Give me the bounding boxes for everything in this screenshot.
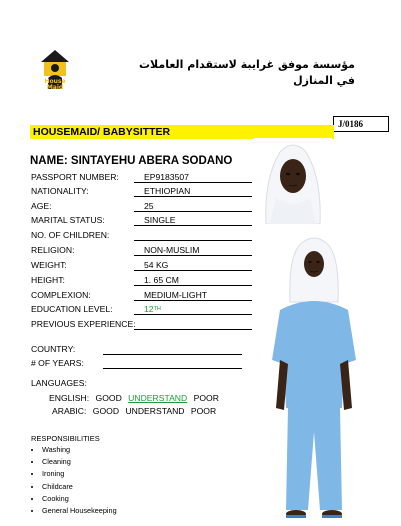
complexion-row xyxy=(31,290,208,301)
responsibility-item: • Cooking xyxy=(42,493,117,505)
candidate-name xyxy=(30,155,232,167)
arabic-poor: POOR xyxy=(190,406,217,416)
years-label: # OF YEARS: xyxy=(31,358,84,368)
education-suffix: TH xyxy=(153,306,161,312)
arabic-good: GOOD xyxy=(92,406,120,416)
passport-value: EP9183507 xyxy=(134,172,252,183)
arabic-language-row xyxy=(52,406,220,416)
height-value: 1. 65 CM xyxy=(134,275,252,286)
english-poor: POOR xyxy=(193,393,219,403)
years-row xyxy=(31,358,84,369)
responsibility-item: • General Housekeeping xyxy=(42,505,117,517)
weight-row xyxy=(31,260,169,271)
passport-row xyxy=(31,172,189,183)
previous-experience-label: PREVIOUS EXPERIENCE: xyxy=(31,319,136,329)
name-value: : SINTAYEHU ABERA SODANO xyxy=(63,155,233,167)
responsibilities-list xyxy=(30,444,117,517)
reference-code: J/0186 xyxy=(333,116,389,132)
age-label: AGE: xyxy=(31,201,52,211)
country-value xyxy=(103,344,242,355)
agency-name-arabic-line1: مؤسسة موفق غرايبة لاستقدام العاملات xyxy=(138,58,355,71)
responsibility-item: • Childcare xyxy=(42,481,117,493)
complexion-label: COMPLEXION: xyxy=(31,290,91,300)
responsibility-item: • Cleaning xyxy=(42,456,117,468)
height-row xyxy=(31,275,179,286)
children-label: NO. OF CHILDREN: xyxy=(31,230,110,240)
arabic-label: ARABIC: xyxy=(52,406,87,416)
education-number: 12 xyxy=(144,304,154,314)
previous-experience-row xyxy=(31,319,136,330)
position-title: HOUSEMAID/ BABYSITTER xyxy=(30,125,334,139)
logo-text-house: House xyxy=(44,78,66,85)
responsibilities-title: RESPONSIBILITIES xyxy=(31,434,100,443)
weight-label: WEIGHT: xyxy=(31,260,67,270)
arabic-understand: UNDERSTAND xyxy=(125,406,185,416)
marital-row xyxy=(31,215,176,226)
country-label: COUNTRY: xyxy=(31,344,76,354)
religion-row xyxy=(31,245,200,256)
nationality-row xyxy=(31,186,191,197)
years-value xyxy=(103,358,242,369)
english-good: GOOD xyxy=(95,393,122,403)
weight-value: 54 KG xyxy=(134,260,252,271)
english-label: ENGLISH: xyxy=(49,393,90,403)
religion-label: RELIGION: xyxy=(31,245,75,255)
nationality-label: NATIONALITY: xyxy=(31,186,89,196)
full-body-photo xyxy=(258,232,368,526)
height-label: HEIGHT: xyxy=(31,275,65,285)
marital-label: MARITAL STATUS: xyxy=(31,215,105,225)
education-label: EDUCATION LEVEL: xyxy=(31,304,113,314)
education-value xyxy=(134,304,252,315)
agency-logo xyxy=(38,48,72,90)
responsibility-item: • Washing xyxy=(42,444,117,456)
passport-label: PASSPORT NUMBER: xyxy=(31,172,119,182)
responsibility-item: • Ironing xyxy=(42,468,117,480)
education-row xyxy=(31,304,161,315)
children-value xyxy=(134,230,252,241)
nationality-value: ETHIOPIAN xyxy=(134,186,252,197)
english-understand-selected: UNDERSTAND xyxy=(128,393,188,403)
name-label: NAME xyxy=(30,155,64,167)
agency-name-arabic-line2: في المنازل xyxy=(293,74,355,87)
children-row xyxy=(31,230,109,241)
country-row xyxy=(31,344,75,355)
age-value: 25 xyxy=(134,201,252,212)
languages-label: LANGUAGES: xyxy=(31,378,87,388)
previous-experience-value xyxy=(134,319,252,330)
english-language-row xyxy=(49,393,223,403)
complexion-value: MEDIUM-LIGHT xyxy=(134,290,252,301)
logo-text-maid: Maid xyxy=(46,84,64,90)
portrait-photo xyxy=(254,138,332,224)
age-row xyxy=(31,201,154,212)
marital-value: SINGLE xyxy=(134,215,252,226)
religion-value: NON-MUSLIM xyxy=(134,245,252,256)
